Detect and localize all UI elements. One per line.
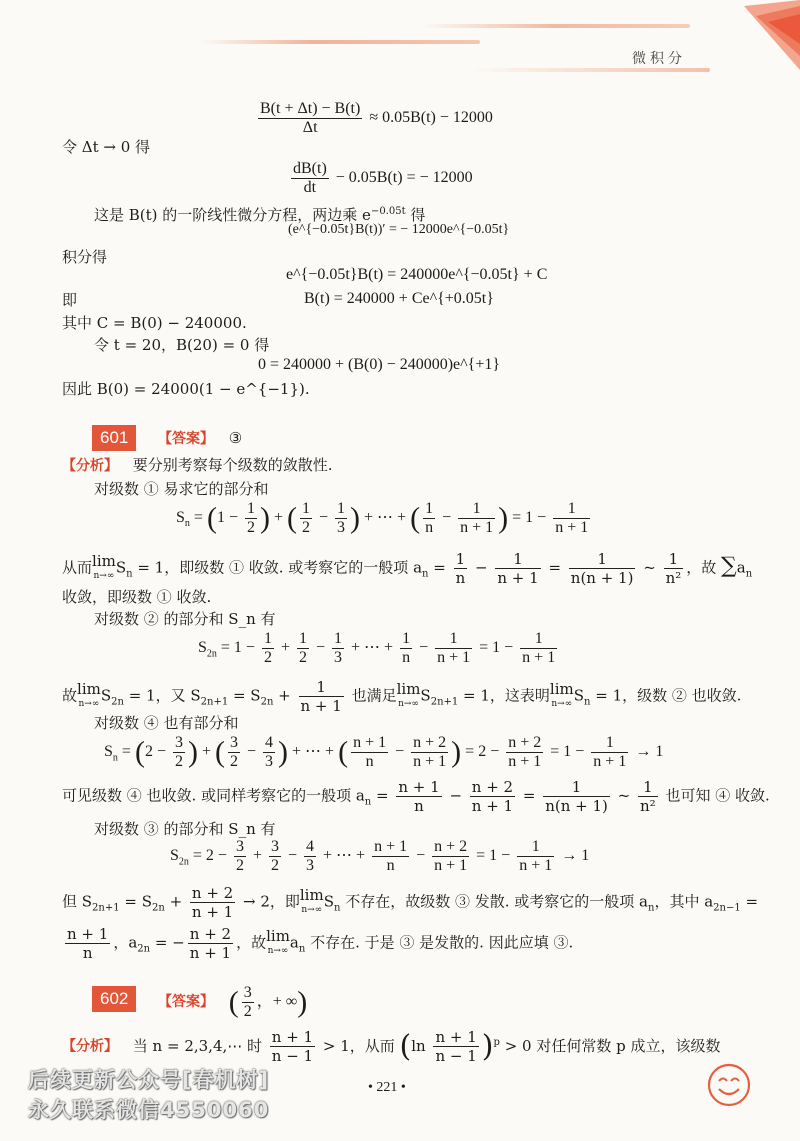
equation: $\frac{B(t + \Delta t) - B(t)}{\Delta t}$ ≈ 0.05B(t) − 12000 — [260, 100, 493, 136]
analysis-line: 【分析】 当 n = 2,3,4,⋯ 时 $\frac{n + 1}{n - 1}$ > 1，从而 (ln $\frac{n + 1}{n - 1}$ )$^p$ > 0 对任何常数 p 成立，该级数 — [62, 1028, 721, 1065]
text-line: 因此 B(0) = 24000(1 − e^{−1}). — [62, 380, 310, 398]
text-line: 故lim n→∞ $S_{2n} = 1$，又 $S_{2n+1} = S_{2n}$ + $\frac{1}{n + 1}$ 也满足lim n→∞ $S_{2n+1} = 1$，这表明lim n→∞ $S_n = 1$，级数 ② 也收敛. — [62, 678, 742, 715]
corner-triangle-icon — [738, 0, 800, 72]
equation: $S_{2n} = 1$ − $\frac{1}{2}$ + $\frac{1}{2}$ − $\frac{1}{3}$ + ⋯ + $\frac{1}{n}$ − $\frac{1}{n + 1}$ = 1 − $\frac{1}{n + 1}$ — [198, 630, 556, 666]
answer-value: ( $\frac{3}{2}$ ，+ ∞) — [228, 984, 308, 1020]
text-line: 收敛，即级数 ① 收敛. — [62, 588, 212, 606]
smiley-icon — [706, 1062, 752, 1108]
page-header-title: 微积分 — [632, 51, 686, 67]
watermark-line: 后续更新公众号[春机树] — [28, 1068, 270, 1092]
text-line: 积分得 — [62, 248, 108, 266]
analysis-tag: 【分析】 — [62, 1038, 118, 1055]
equation: $\frac{dB(t)}{dt}$ − 0.05B(t) = − 12000 — [293, 160, 473, 196]
equation: e^{−0.05t}B(t) = 240000e^{−0.05t} + C — [286, 266, 548, 283]
answer-tag: 【答案】 — [158, 994, 214, 1011]
answer-line — [158, 984, 307, 1021]
equation: $S_n = (2$ − $\frac{3}{2}$ ) + ( $\frac{3}{2}$ − $\frac{4}{3}$ ) + ⋯ + ( $\frac{n + 1}{n}$ − $\frac{n + 2}{n + 1}$ ) = 2 − $\frac{n + 2}{n + 1}$ = 1 − $\frac{1}{n + 1}$ → 1 — [104, 734, 664, 770]
header-stripe — [200, 40, 480, 44]
text-line: 令 t = 20，B(20) = 0 得 — [94, 336, 270, 354]
equation: $S_{2n} = 2$ − $\frac{3}{2}$ + $\frac{3}{2}$ − $\frac{4}{3}$ + ⋯ + $\frac{n + 1}{n}$ − $\frac{n + 2}{n + 1}$ = 1 − $\frac{1}{n + 1}$ → 1 — [170, 838, 590, 874]
watermark-line: 永久联系微信4550060 — [28, 1098, 270, 1122]
header-stripe — [470, 68, 710, 72]
text-line: 这是 B(t) 的一阶线性微分方程，两边乘 $e^{-0.05t}$ 得 — [94, 206, 426, 224]
question-number-badge: 601 — [92, 425, 136, 451]
analysis-line: 【分析】 要分别考察每个级数的敛散性. — [62, 456, 333, 474]
analysis-tag: 【分析】 — [62, 458, 118, 474]
text-line: 但 $S_{2n+1} = S_{2n}$ + $\frac{n + 2}{n + 1}$ → 2，即lim n→∞ $S_n$ 不存在，故级数 ③ 发散. 或考察它的一般项 $a_n$，其中 $a_{2n-1}$ = — [62, 884, 759, 921]
text-line: 对级数 ④ 也有部分和 — [94, 714, 239, 732]
question-number-badge: 602 — [92, 986, 136, 1012]
page-number: • 221 • — [368, 1080, 406, 1095]
equation: $S_n = (1$ − $\frac{1}{2}$ ) + ( $\frac{1}{2}$ − $\frac{1}{3}$ ) + ⋯ + ( $\frac{1}{n}$ − $\frac{1}{n + 1}$ ) = 1 − $\frac{1}{n + 1}$ — [176, 500, 589, 536]
header-stripe — [420, 24, 690, 28]
text-line: 对级数 ③ 的部分和 S_n 有 — [94, 820, 276, 838]
text-line: $\frac{n + 1}{n}$ ，$a_{2n}$ = − $\frac{n + 2}{n + 1}$ ，故lim n→∞ $a_n$ 不存在. 于是 ③ 是发散的. 因此应填 ③. — [67, 925, 574, 962]
answer-tag: 【答案】 — [158, 431, 214, 447]
text-line: 令 Δt → 0 得 — [62, 138, 151, 156]
answer-line — [158, 427, 242, 450]
text-line: 对级数 ② 的部分和 S_n 有 — [94, 610, 276, 628]
equation: 0 = 240000 + (B(0) − 240000)e^{+1} — [258, 356, 501, 373]
text-line: 从而lim n→∞ $S_n = 1$，即级数 ① 收敛. 或考察它的一般项 $a_n$ = $\frac{1}{n}$ − $\frac{1}{n + 1}$ = $\frac{1}{n(n + 1)}$ ~ $\frac{1}{\text{n²}}$ ，故 $\sum a_n$ — [62, 550, 753, 587]
text-line: 即 — [62, 291, 78, 309]
answer-value: ③ — [228, 429, 243, 447]
text-line: 对级数 ① 易求它的部分和 — [94, 480, 269, 498]
text-line: 可见级数 ④ 也收敛. 或同样考察它的一般项 $a_n$ = $\frac{n + 1}{n}$ − $\frac{n + 2}{n + 1}$ = $\frac{1}{n(n + 1)}$ ~ $\frac{1}{\text{n²}}$ 也可知 ④ 收敛. — [62, 778, 770, 815]
equation: (e^{−0.05t}B(t))′ = − 12000e^{−0.05t} — [288, 222, 510, 237]
text-line: 其中 C = B(0) − 240000. — [62, 314, 247, 332]
equation: B(t) = 240000 + Ce^{+0.05t} — [304, 290, 494, 307]
